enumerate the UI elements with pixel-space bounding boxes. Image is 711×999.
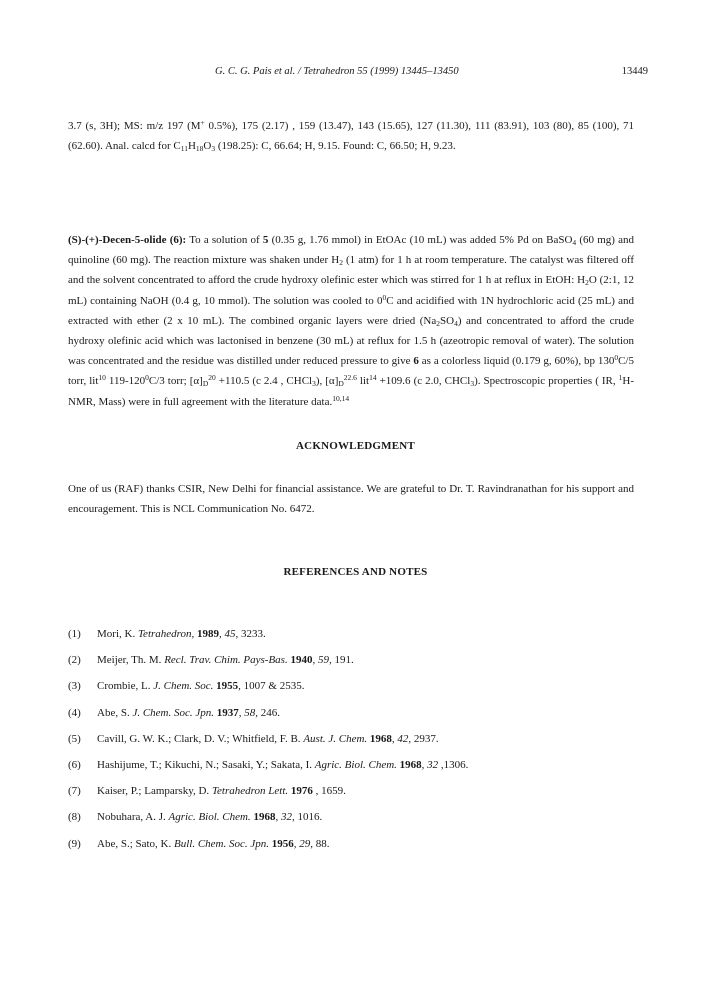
references-list <box>68 628 648 864</box>
reference-item: (9) Abe, S.; Sato, K. Bull. Chem. Soc. Jpn. 1956, 29, 88. <box>68 837 330 850</box>
reference-item: (5) Cavill, G. W. K.; Clark, D. V.; Whitfield, F. B. Aust. J. Chem. 1968, 42, 2937. <box>68 732 439 745</box>
running-head: G. C. G. Pais et al. / Tetrahedron 55 (1999) 13445–13450 <box>215 66 459 77</box>
references-heading: REFERENCES AND NOTES <box>283 566 428 578</box>
reference-item: (2) Meijer, Th. M. Recl. Trav. Chim. Pays-Bas. 1940, 59, 191. <box>68 654 354 667</box>
reference-item: (7) Kaiser, P.; Lamparsky, D. Tetrahedron Lett. 1976 , 1659. <box>68 785 346 798</box>
reference-item: (3) Crombie, L. J. Chem. Soc. 1955, 1007 & 2535. <box>68 680 305 693</box>
acknowledgment-paragraph: One of us (RAF) thanks CSIR, New Delhi for financial assistance. We are grateful to Dr. T. Ravindranathan for his support and encouragement. This is NCL Communication No. 6472. <box>68 483 634 516</box>
reference-item: (4) Abe, S. J. Chem. Soc. Jpn. 1937, 58, 246. <box>68 706 281 719</box>
experimental-paragraph: (S)-(+)-Decen-5-olide (6): To a solution of 5 (0.35 g, 1.76 mmol) in EtOAc (10 mL) was added 5% Pd on BaSO$_4$ (60 mg) and quinoline (60 mg). The reaction mixture was shaken under $H_2$ (1 atm) for 1 h at room temperature. The catalyst was filtered off and the solvent concentrated to afford the crude hydroxy olefinic ester which was stirred for 1 h at reflux in EtOH: $H_2O$ (2:1, 12 mL) containing NaOH (0.4 g, 10 mmol). The solution was cooled to $0^0C$ and acidified with 1N hydrochloric acid (25 mL) and extracted with ether (2 x 10 mL). The combined organic layers were dried $(Na_2SO_4)$ and concentrated to afford the crude hydroxy olefinic acid which was lactonised in benzene (30 mL) at reflux for 1.5 h (azeotropic removal of water). The solution was concentrated and the residue was distilled under reduced pressure to give 6 as a colorless liquid (0.179 g, 60%), bp $130^0C/5$ torr, lit$^{10}$ $119-120^0C/3$ torr; $[\alpha]_D^{20} +110.5$ (c 2.4 , CHCl$_3$), $[\alpha]_D^{22.6}$ lit$^{14}$ +109.6 (c 2.0, CHCl$_3$). Spectroscopic properties ( IR, $^1$H-NMR, Mass) were in full agreement with the literature data.$^{10,14}$ <box>68 234 635 408</box>
page-number: 13449 <box>621 66 648 77</box>
acknowledgment-heading: ACKNOWLEDGMENT <box>296 440 415 452</box>
reference-item: (1) Mori, K. Tetrahedron, 1989, 45, 3233. <box>68 628 266 640</box>
page-header <box>0 66 711 82</box>
compound-title: (S)-(+)-Decen-5-olide (6): <box>68 234 187 246</box>
reference-item: (6) Hashijume, T.; Kikuchi, N.; Sasaki, Y.; Sakata, I. Agric. Biol. Chem. 1968, 32 ,1306. <box>68 758 469 771</box>
reference-item: (8) Nobuhara, A. J. Agric. Biol. Chem. 1968, 32, 1016. <box>68 811 323 824</box>
ms-data-paragraph: 3.7 (s, 3H); MS: m/z 197 (M+ 0.5%), 175 (2.17) , 159 (13.47), 143 (15.65), 127 (11.30), 111 (83.91), 103 (80), 85 (100), 71 (62.60). Anal. calcd for $C_{11}H_{18}O_3$ (198.25): C, 66.64; H, 9.15. Found: C, 66.50; H, 9.23. <box>68 118 635 154</box>
